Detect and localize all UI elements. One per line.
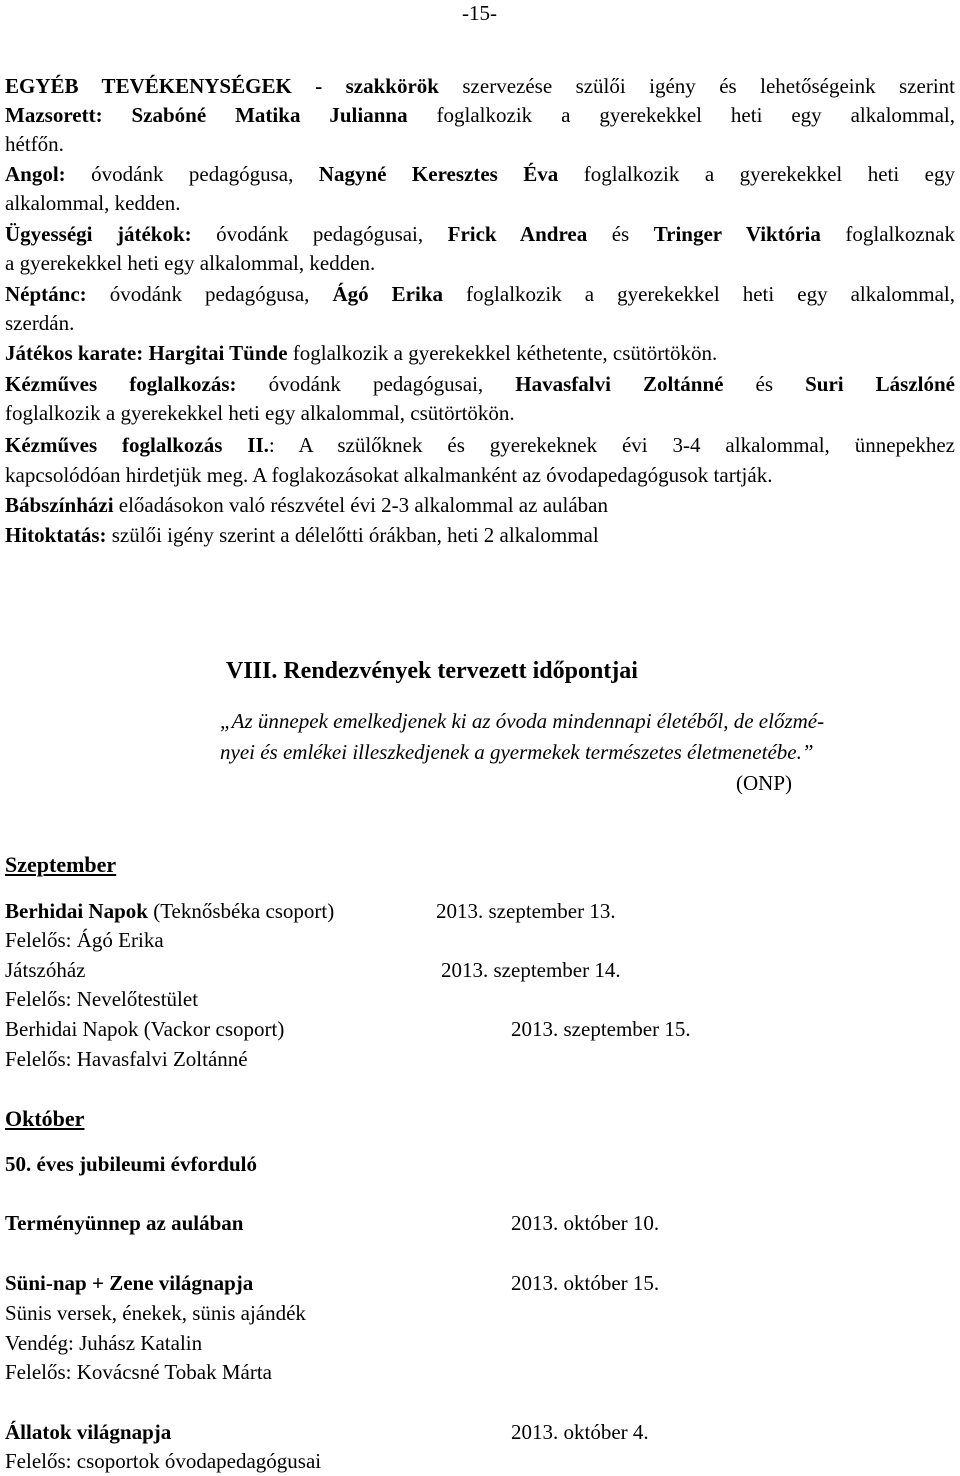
october-event-2-date: 2013. október 15. xyxy=(511,1271,660,1295)
activities-line-2: Mazsorett: Szabóné Matika Julianna foglalkozik a gyerekekkel heti egy alkalommal, xyxy=(5,103,955,127)
quote-line-2: nyei és emlékei illeszkedjenek a gyermekek természetes életmenetébe.” xyxy=(220,740,814,764)
activities-line-3: hétfőn. xyxy=(5,132,64,156)
activities-line-6: Ügyességi játékok: óvodánk pedagógusai, Frick Andrea és Tringer Viktória foglalkoznak xyxy=(5,222,955,246)
activities-line-4: Angol: óvodánk pedagógusa, Nagyné Keresztes Éva foglalkozik a gyerekekkel heti egy xyxy=(5,162,955,186)
activities-line-9: szerdán. xyxy=(5,311,75,335)
october-event-2: Süni-nap + Zene világnapja xyxy=(5,1271,254,1295)
september-event-2-date: 2013. szeptember 14. xyxy=(441,958,621,982)
activities-line-11: Kézműves foglalkozás: óvodánk pedagógusai, Havasfalvi Zoltánné és Suri Lászlóné xyxy=(5,372,955,396)
september-event-1-responsible: Felelős: Ágó Erika xyxy=(5,928,164,952)
quote-source: (ONP) xyxy=(736,771,792,795)
september-event-2: Játszóház xyxy=(5,958,86,982)
october-event-3-date: 2013. október 4. xyxy=(511,1420,649,1444)
activities-line-16: Hitoktatás: szülői igény szerint a délelőtti órákban, heti 2 alkalommal xyxy=(5,523,599,547)
quote-line-1: „Az ünnepek emelkedjenek ki az óvoda mindennapi életéből, de előzmé- xyxy=(220,709,825,733)
september-event-1-date: 2013. szeptember 13. xyxy=(436,899,616,923)
september-event-3-date: 2013. szeptember 15. xyxy=(511,1017,691,1041)
activities-line-15: Bábszínházi előadásokon való részvétel évi 2-3 alkalommal az aulában xyxy=(5,493,608,517)
activities-line-8: Néptánc: óvodánk pedagógusa, Ágó Erika foglalkozik a gyerekekkel heti egy alkalommal, xyxy=(5,282,955,306)
september-event-1: Berhidai Napok (Teknősbéka csoport) xyxy=(5,899,335,923)
activities-line-7: a gyerekekkel heti egy alkalommal, kedden. xyxy=(5,251,376,275)
activities-line-14: kapcsolódóan hirdetjük meg. A foglakozásokat alkalmanként az óvodapedagógusok tartják. xyxy=(5,463,773,487)
october-jubilee: 50. éves jubileumi évforduló xyxy=(5,1152,257,1176)
september-event-2-responsible: Felelős: Nevelőtestület xyxy=(5,987,199,1011)
activities-line-13: Kézműves foglalkozás II.: A szülőknek és gyerekeknek évi 3-4 alkalommal, ünnepekhez xyxy=(5,433,955,457)
activities-line-10: Játékos karate: Hargitai Tünde foglalkozik a gyerekekkel kéthetente, csütörtökön. xyxy=(5,341,718,365)
october-event-2-guest: Vendég: Juhász Katalin xyxy=(5,1331,203,1355)
october-event-3-responsible: Felelős: csoportok óvodapedagógusai xyxy=(5,1449,322,1473)
activities-line-12: foglalkozik a gyerekekkel heti egy alkalommal, csütörtökön. xyxy=(5,401,515,425)
october-event-2-detail: Sünis versek, énekek, sünis ajándék xyxy=(5,1301,306,1325)
october-event-1-date: 2013. október 10. xyxy=(511,1211,660,1235)
activities-line-1: EGYÉB TEVÉKENYSÉGEK - szakkörök szervezése szülői igény és lehetőségeink szerint xyxy=(5,74,955,98)
october-event-1: Terményünnep az aulában xyxy=(5,1211,244,1235)
september-event-3: Berhidai Napok (Vackor csoport) xyxy=(5,1017,285,1041)
september-event-3-responsible: Felelős: Havasfalvi Zoltánné xyxy=(5,1047,248,1071)
october-event-2-responsible: Felelős: Kovácsné Tobak Márta xyxy=(5,1360,272,1384)
page-number: -15- xyxy=(462,1,497,25)
activities-line-5: alkalommal, kedden. xyxy=(5,191,181,215)
september-title: Szeptember xyxy=(5,852,117,877)
october-event-3: Állatok világnapja xyxy=(5,1420,172,1444)
section-heading: VIII. Rendezvények tervezett időpontjai xyxy=(226,658,638,684)
october-title: Október xyxy=(5,1106,85,1131)
